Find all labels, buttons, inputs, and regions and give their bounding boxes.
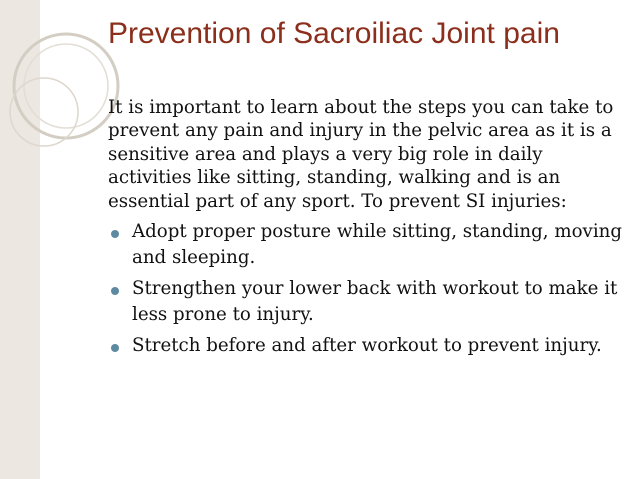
bullet-item <box>108 276 623 327</box>
bullet-dot-icon <box>111 287 119 295</box>
slide-title: Prevention of Sacroiliac Joint pain <box>108 17 560 50</box>
bullet-list <box>108 219 623 359</box>
bullet-dot-icon <box>111 230 119 238</box>
bullet-text: Strengthen your lower back with workout to make it less prone to injury. <box>132 278 618 325</box>
intro-paragraph: It is important to learn about the steps you can take to prevent any pain and injury in the pelvic area as it is a sensitive area and plays a very big role in daily activities like sitting, standing, walking and is an essential part of any sport. To prevent SI injuries: <box>108 97 614 212</box>
bullet-dot-icon <box>111 344 119 352</box>
bullet-text: Stretch before and after workout to prevent injury. <box>132 335 602 357</box>
bullet-item <box>108 219 623 270</box>
slide-body <box>108 96 623 365</box>
bullet-item <box>108 333 623 359</box>
bullet-text: Adopt proper posture while sitting, standing, moving and sleeping. <box>132 221 622 268</box>
